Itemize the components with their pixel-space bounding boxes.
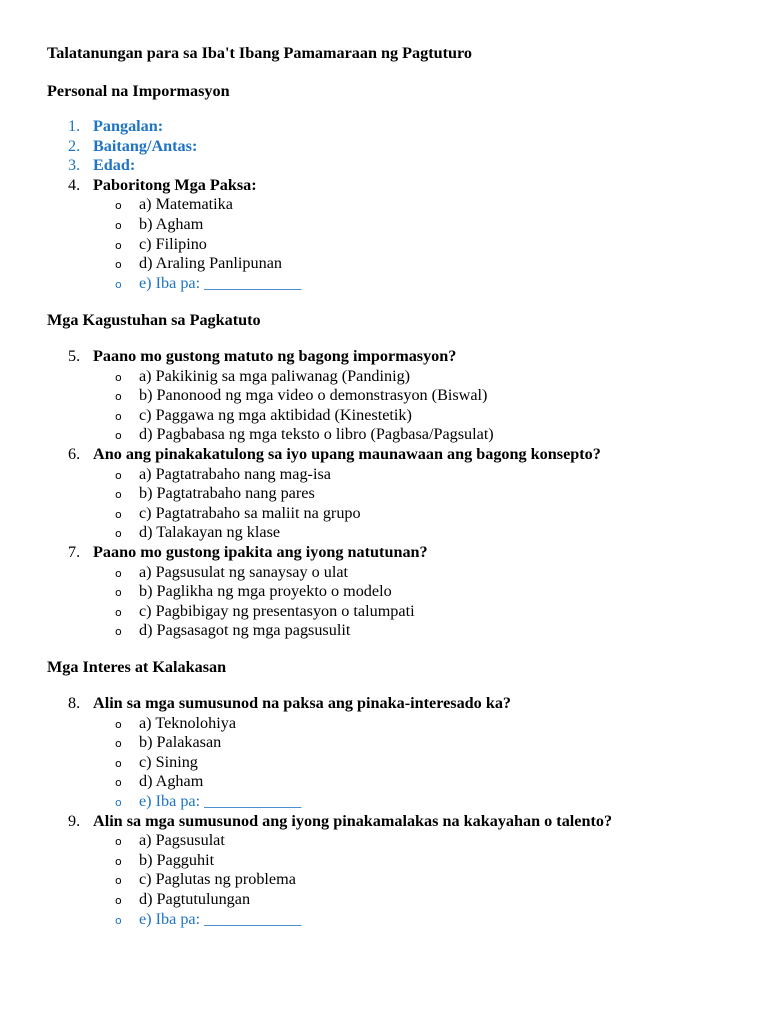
answer-option (0, 851, 768, 871)
bullet-icon: o (115, 717, 122, 731)
option-text: d) Pagsasagot ng mga pagsusulit (139, 621, 351, 640)
answer-option (0, 406, 768, 426)
bullet-icon: o (115, 370, 122, 384)
answer-option (0, 831, 768, 851)
answer-option (0, 910, 768, 930)
bullet-icon: o (115, 586, 122, 600)
bullet-icon: o (115, 605, 122, 619)
answer-option (0, 714, 768, 734)
bullet-icon: o (115, 429, 122, 443)
option-text: a) Pagsusulat (139, 831, 225, 850)
bullet-icon: o (115, 835, 122, 849)
answer-option (0, 235, 768, 255)
question-item (0, 812, 768, 832)
question-text: Paboritong Mga Paksa: (93, 175, 257, 194)
question-number: 5. (68, 347, 81, 365)
option-text: a) Pagsusulat ng sanaysay o ulat (139, 562, 349, 581)
bullet-icon: o (115, 756, 122, 770)
answer-option (0, 563, 768, 583)
option-text: d) Pagtutulungan (139, 889, 251, 908)
bullet-icon: o (115, 218, 122, 232)
section-heading-personal: Personal na Impormasyon (47, 82, 230, 100)
option-text: c) Pagbibigay ng presentasyon o talumpati (139, 601, 415, 620)
question-number: 2. (68, 136, 81, 155)
answer-option (0, 465, 768, 485)
section-personal-questions (0, 117, 768, 293)
question-item (0, 156, 768, 176)
bullet-icon: o (115, 409, 122, 423)
bullet-icon: o (115, 874, 122, 888)
bullet-icon: o (115, 468, 122, 482)
option-text: d) Talakayan ng klase (139, 523, 281, 542)
option-text: c) Pagtatrabaho sa maliit na grupo (139, 503, 361, 522)
question-text: Pangalan: (93, 117, 164, 135)
question-text: Paano mo gustong matuto ng bagong impormasyon? (93, 347, 457, 365)
bullet-icon: o (115, 893, 122, 907)
bullet-icon: o (115, 737, 122, 751)
option-text: b) Paglikha ng mga proyekto o modelo (139, 582, 392, 601)
bullet-icon: o (115, 238, 122, 252)
question-item (0, 445, 768, 465)
question-item (0, 137, 768, 157)
bullet-icon: o (115, 625, 122, 639)
question-number: 6. (68, 444, 81, 463)
bullet-icon: o (115, 507, 122, 521)
question-number: 8. (68, 694, 81, 712)
question-number: 1. (68, 117, 81, 135)
option-text: a) Matematika (139, 195, 233, 214)
option-text: b) Palakasan (139, 733, 222, 752)
question-number: 4. (68, 175, 81, 194)
answer-option (0, 870, 768, 890)
option-text: c) Sining (139, 752, 198, 771)
option-text: b) Pagtatrabaho nang pares (139, 484, 315, 503)
question-item (0, 694, 768, 714)
option-text: c) Filipino (139, 234, 207, 253)
question-item (0, 117, 768, 137)
answer-option (0, 386, 768, 406)
section-heading-learning: Mga Kagustuhan sa Pagkatuto (47, 311, 261, 329)
answer-option (0, 582, 768, 602)
question-item (0, 347, 768, 367)
bullet-icon: o (115, 795, 122, 809)
answer-option (0, 367, 768, 387)
bullet-icon: o (115, 199, 122, 213)
bullet-icon: o (115, 258, 122, 272)
bullet-icon: o (115, 566, 122, 580)
answer-option (0, 733, 768, 753)
question-text: Paano mo gustong ipakita ang iyong natutunan? (93, 542, 428, 561)
answer-option (0, 504, 768, 524)
answer-option (0, 254, 768, 274)
option-text: e) Iba pa: ____________ (139, 791, 302, 810)
option-text: a) Pakikinig sa mga paliwanag (Pandinig) (139, 366, 411, 385)
option-text: b) Panonood ng mga video o demonstrasyon (Biswal) (139, 386, 488, 405)
answer-option (0, 772, 768, 792)
answer-option (0, 621, 768, 641)
section-learning-questions (0, 347, 768, 641)
option-text: d) Pagbabasa ng mga teksto o libro (Pagbasa/Pagsulat) (139, 425, 494, 444)
bullet-icon: o (115, 527, 122, 541)
option-text: e) Iba pa: ____________ (139, 909, 302, 928)
option-text: d) Agham (139, 772, 204, 791)
option-text: b) Pagguhit (139, 850, 215, 869)
question-text: Baitang/Antas: (93, 136, 198, 155)
answer-option (0, 890, 768, 910)
question-item (0, 543, 768, 563)
answer-option (0, 195, 768, 215)
bullet-icon: o (115, 277, 122, 291)
question-number: 9. (68, 811, 81, 830)
bullet-icon: o (115, 390, 122, 404)
question-number: 3. (68, 156, 81, 175)
option-text: e) Iba pa: ____________ (139, 273, 302, 292)
answer-option (0, 484, 768, 504)
bullet-icon: o (115, 913, 122, 927)
question-text: Edad: (93, 156, 136, 175)
option-text: d) Araling Panlipunan (139, 254, 282, 273)
option-text: c) Paggawa ng mga aktibidad (Kinestetik) (139, 405, 412, 424)
question-text: Ano ang pinakakatulong sa iyo upang maunawaan ang bagong konsepto? (93, 444, 601, 463)
bullet-icon: o (115, 488, 122, 502)
document-title: Talatanungan para sa Iba't Ibang Pamamaraan ng Pagtuturo (47, 44, 473, 62)
answer-option (0, 753, 768, 773)
bullet-icon: o (115, 854, 122, 868)
answer-option (0, 425, 768, 445)
option-text: b) Agham (139, 214, 204, 233)
bullet-icon: o (115, 776, 122, 790)
option-text: a) Pagtatrabaho nang mag-isa (139, 464, 331, 483)
answer-option (0, 274, 768, 294)
question-text: Alin sa mga sumusunod na paksa ang pinaka-interesado ka? (93, 694, 512, 712)
answer-option (0, 792, 768, 812)
answer-option (0, 523, 768, 543)
question-number: 7. (68, 542, 81, 561)
answer-option (0, 215, 768, 235)
option-text: c) Paglutas ng problema (139, 870, 296, 889)
section-interests-questions (0, 694, 768, 929)
question-item (0, 176, 768, 196)
option-text: a) Teknolohiya (139, 713, 237, 732)
answer-option (0, 602, 768, 622)
section-heading-interests: Mga Interes at Kalakasan (47, 658, 227, 676)
question-text: Alin sa mga sumusunod ang iyong pinakamalakas na kakayahan o talento? (93, 811, 613, 830)
